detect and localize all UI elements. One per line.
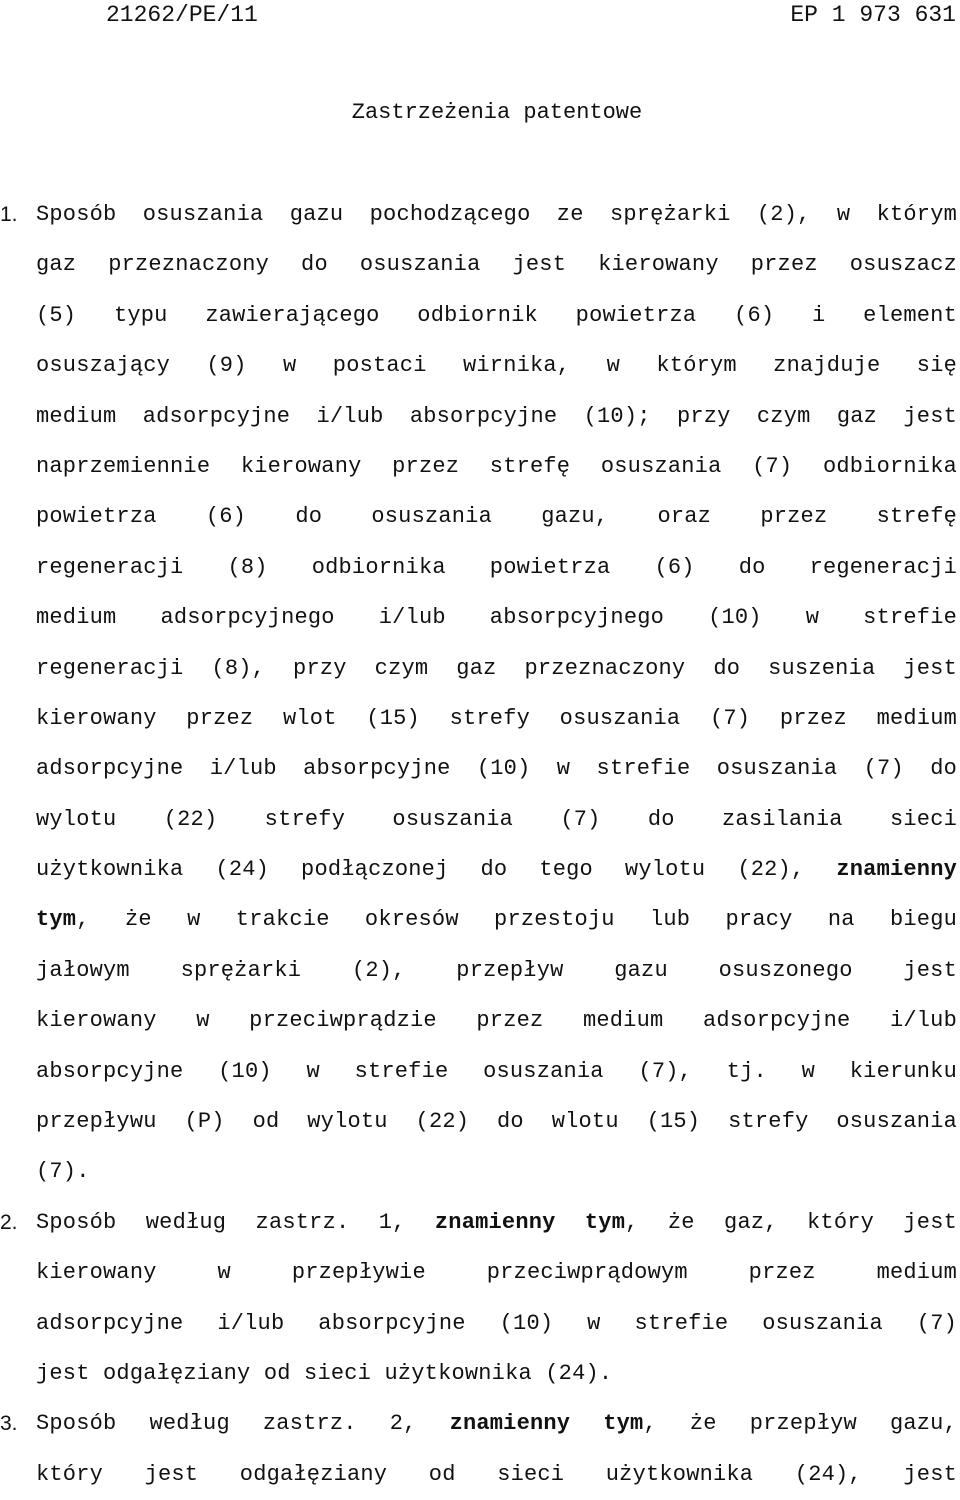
- claim-text-line: gaz przeznaczony do osuszania jest kierowany przez osuszacz: [36, 252, 957, 278]
- claim-number: 1.: [0, 203, 18, 226]
- claim-number: 2.: [0, 1210, 18, 1234]
- claim-3: [0, 1399, 960, 1500]
- claim-text-line: jest odgałęziany od sieci użytkownika (24).: [36, 1360, 613, 1386]
- claim-text-line: Sposób według zastrz. 2, znamienny tym, że przepływ gazu,: [36, 1411, 957, 1437]
- page-title: Zastrzeżenia patentowe: [351, 100, 643, 125]
- claim-text-line: kierowany przez wlot (15) strefy osuszania (7) przez medium: [36, 705, 957, 731]
- claim-text-line: regeneracji (8) odbiornika powietrza (6) do regeneracji: [36, 554, 957, 580]
- claim-text-line: adsorpcyjne i/lub absorpcyjne (10) w strefie osuszania (7) do: [36, 756, 957, 782]
- claim-text-line: regeneracji (8), przy czym gaz przeznaczony do suszenia jest: [36, 655, 957, 681]
- claim-text-line: medium adsorpcyjnego i/lub absorpcyjnego (10) w strefie: [36, 605, 957, 631]
- claim-text-line: który jest odgałęziany od sieci użytkownika (24), jest: [36, 1461, 957, 1487]
- claim-text-line: absorpcyjne (10) w strefie osuszania (7), tj. w kierunku: [36, 1058, 957, 1084]
- claim-text-line: (5) typu zawierającego odbiornik powietrza (6) i element: [36, 302, 957, 328]
- patent-number: EP 1 973 631: [790, 2, 956, 28]
- claim-text-line: adsorpcyjne i/lub absorpcyjne (10) w strefie osuszania (7): [36, 1310, 957, 1336]
- bold-characterising-phrase: znamienny tym: [449, 1411, 644, 1437]
- bold-characterising-phrase: tym: [36, 907, 77, 933]
- claim-text-line: (7).: [36, 1159, 90, 1185]
- claim-2: [0, 1198, 960, 1400]
- claim-text-line: kierowany w przepływie przeciwprądowym przez medium: [36, 1260, 957, 1286]
- claims-list: [0, 190, 960, 1500]
- claim-text-line: medium adsorpcyjne i/lub absorpcyjne (10); przy czym gaz jest: [36, 403, 957, 429]
- claim-number: 3.: [0, 1412, 18, 1436]
- claim-text-line: naprzemiennie kierowany przez strefę osuszania (7) odbiornika: [36, 453, 957, 479]
- page-header: [106, 0, 956, 30]
- claim-text-line: wylotu (22) strefy osuszania (7) do zasilania sieci: [36, 806, 957, 832]
- bold-characterising-phrase: znamienny: [836, 857, 957, 883]
- claim-text-line: Sposób osuszania gazu pochodzącego ze sprężarki (2), w którym: [36, 202, 957, 227]
- claim-text-line: tym, że w trakcie okresów przestoju lub pracy na biegu: [36, 907, 957, 933]
- claim-text-line: kierowany w przeciwprądzie przez medium adsorpcyjne i/lub: [36, 1008, 957, 1034]
- document-reference: 21262/PE/11: [106, 2, 258, 28]
- bold-characterising-phrase: znamienny tym: [434, 1209, 626, 1235]
- claim-text-line: użytkownika (24) podłączonej do tego wylotu (22), znamienny: [36, 857, 957, 883]
- claim-text-line: jałowym sprężarki (2), przepływ gazu osuszonego jest: [36, 957, 957, 983]
- claim-text-line: osuszający (9) w postaci wirnika, w którym znajduje się: [36, 353, 957, 379]
- claim-1: [0, 190, 960, 1198]
- claim-text-line: przepływu (P) od wylotu (22) do wlotu (15) strefy osuszania: [36, 1109, 957, 1135]
- claim-text-line: powietrza (6) do osuszania gazu, oraz przez strefę: [36, 504, 957, 530]
- claim-text-line: Sposób według zastrz. 1, znamienny tym, że gaz, który jest: [36, 1209, 957, 1235]
